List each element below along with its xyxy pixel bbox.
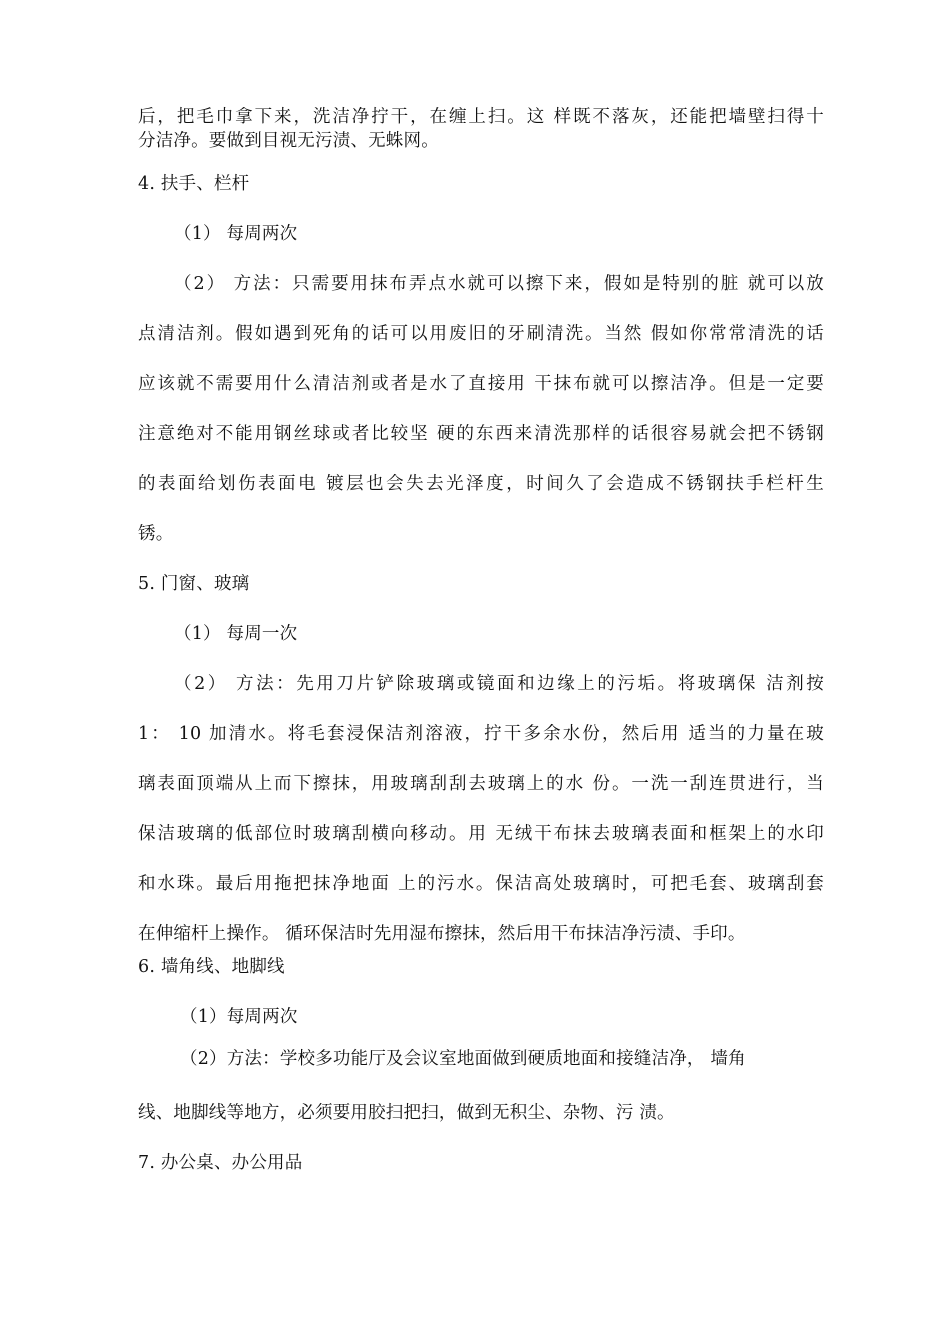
section-4-item-2-line-3: 应该就不需要用什么清洁剂或者是水了直接用 干抹布就可以擦洁净。但是一定要 xyxy=(138,374,824,394)
section-4-heading: 4. 扶手、栏杆 xyxy=(138,174,250,194)
section-6-item-2-line-2: 线、地脚线等地方，必须要用胶扫把扫，做到无积尘、杂物、污 渍。 xyxy=(138,1103,675,1123)
section-5-heading: 5. 门窗、玻璃 xyxy=(138,574,250,594)
section-4-item-2-line-4: 注意绝对不能用钢丝球或者比较坚 硬的东西来清洗那样的话很容易就会把不锈钢 xyxy=(138,424,824,444)
section-4-item-2-line-1: （2） 方法：只需要用抹布弄点水就可以擦下来，假如是特别的脏 就可以放 xyxy=(174,274,824,294)
section-5-item-2-line-2: 1： 10 加清水。将毛套浸保洁剂溶液，拧干多余水份，然后用 适当的力量在玻 xyxy=(138,724,824,744)
section-5-item-2-line-1: （2） 方法：先用刀片铲除玻璃或镜面和边缘上的污垢。将玻璃保 洁剂按 xyxy=(174,674,824,694)
section-4-item-2-line-5: 的表面给划伤表面电 镀层也会失去光泽度，时间久了会造成不锈钢扶手栏杆生 xyxy=(138,474,824,494)
section-4-item-2-line-6: 锈。 xyxy=(138,524,174,544)
section-6-item-2-line-1: （2）方法：学校多功能厅及会议室地面做到硬质地面和接缝洁净， 墙角 xyxy=(180,1049,746,1069)
section-5-item-2-line-6: 在伸缩杆上操作。 循环保洁时先用湿布擦抹，然后用干布抹洁净污渍、手印。 xyxy=(138,924,746,944)
section-6-heading: 6. 墙角线、地脚线 xyxy=(138,957,285,977)
section-5-item-2-line-3: 璃表面顶端从上而下擦抹，用玻璃刮刮去玻璃上的水 份。一洗一刮连贯进行，当 xyxy=(138,774,824,794)
section-5-item-1: （1） 每周一次 xyxy=(174,624,298,644)
section-7-heading: 7. 办公桌、办公用品 xyxy=(138,1153,303,1173)
section-5-item-2-line-4: 保洁玻璃的低部位时玻璃刮横向移动。用 无绒干布抹去玻璃表面和框架上的水印 xyxy=(138,824,824,844)
section-6-item-1: （1）每周两次 xyxy=(180,1007,298,1027)
intro-line-1: 后，把毛巾拿下来，洗洁净拧干，在缠上扫。这 样既不落灰，还能把墙壁扫得十 xyxy=(138,107,824,127)
section-5-item-2-line-5: 和水珠。最后用拖把抹净地面 上的污水。保洁高处玻璃时，可把毛套、玻璃刮套 xyxy=(138,874,824,894)
intro-line-2: 分洁净。要做到目视无污渍、无蛛网。 xyxy=(138,131,439,151)
section-4-item-1: （1） 每周两次 xyxy=(174,224,298,244)
section-4-item-2-line-2: 点清洁剂。假如遇到死角的话可以用废旧的牙刷清洗。当然 假如你常常清洗的话 xyxy=(138,324,824,344)
